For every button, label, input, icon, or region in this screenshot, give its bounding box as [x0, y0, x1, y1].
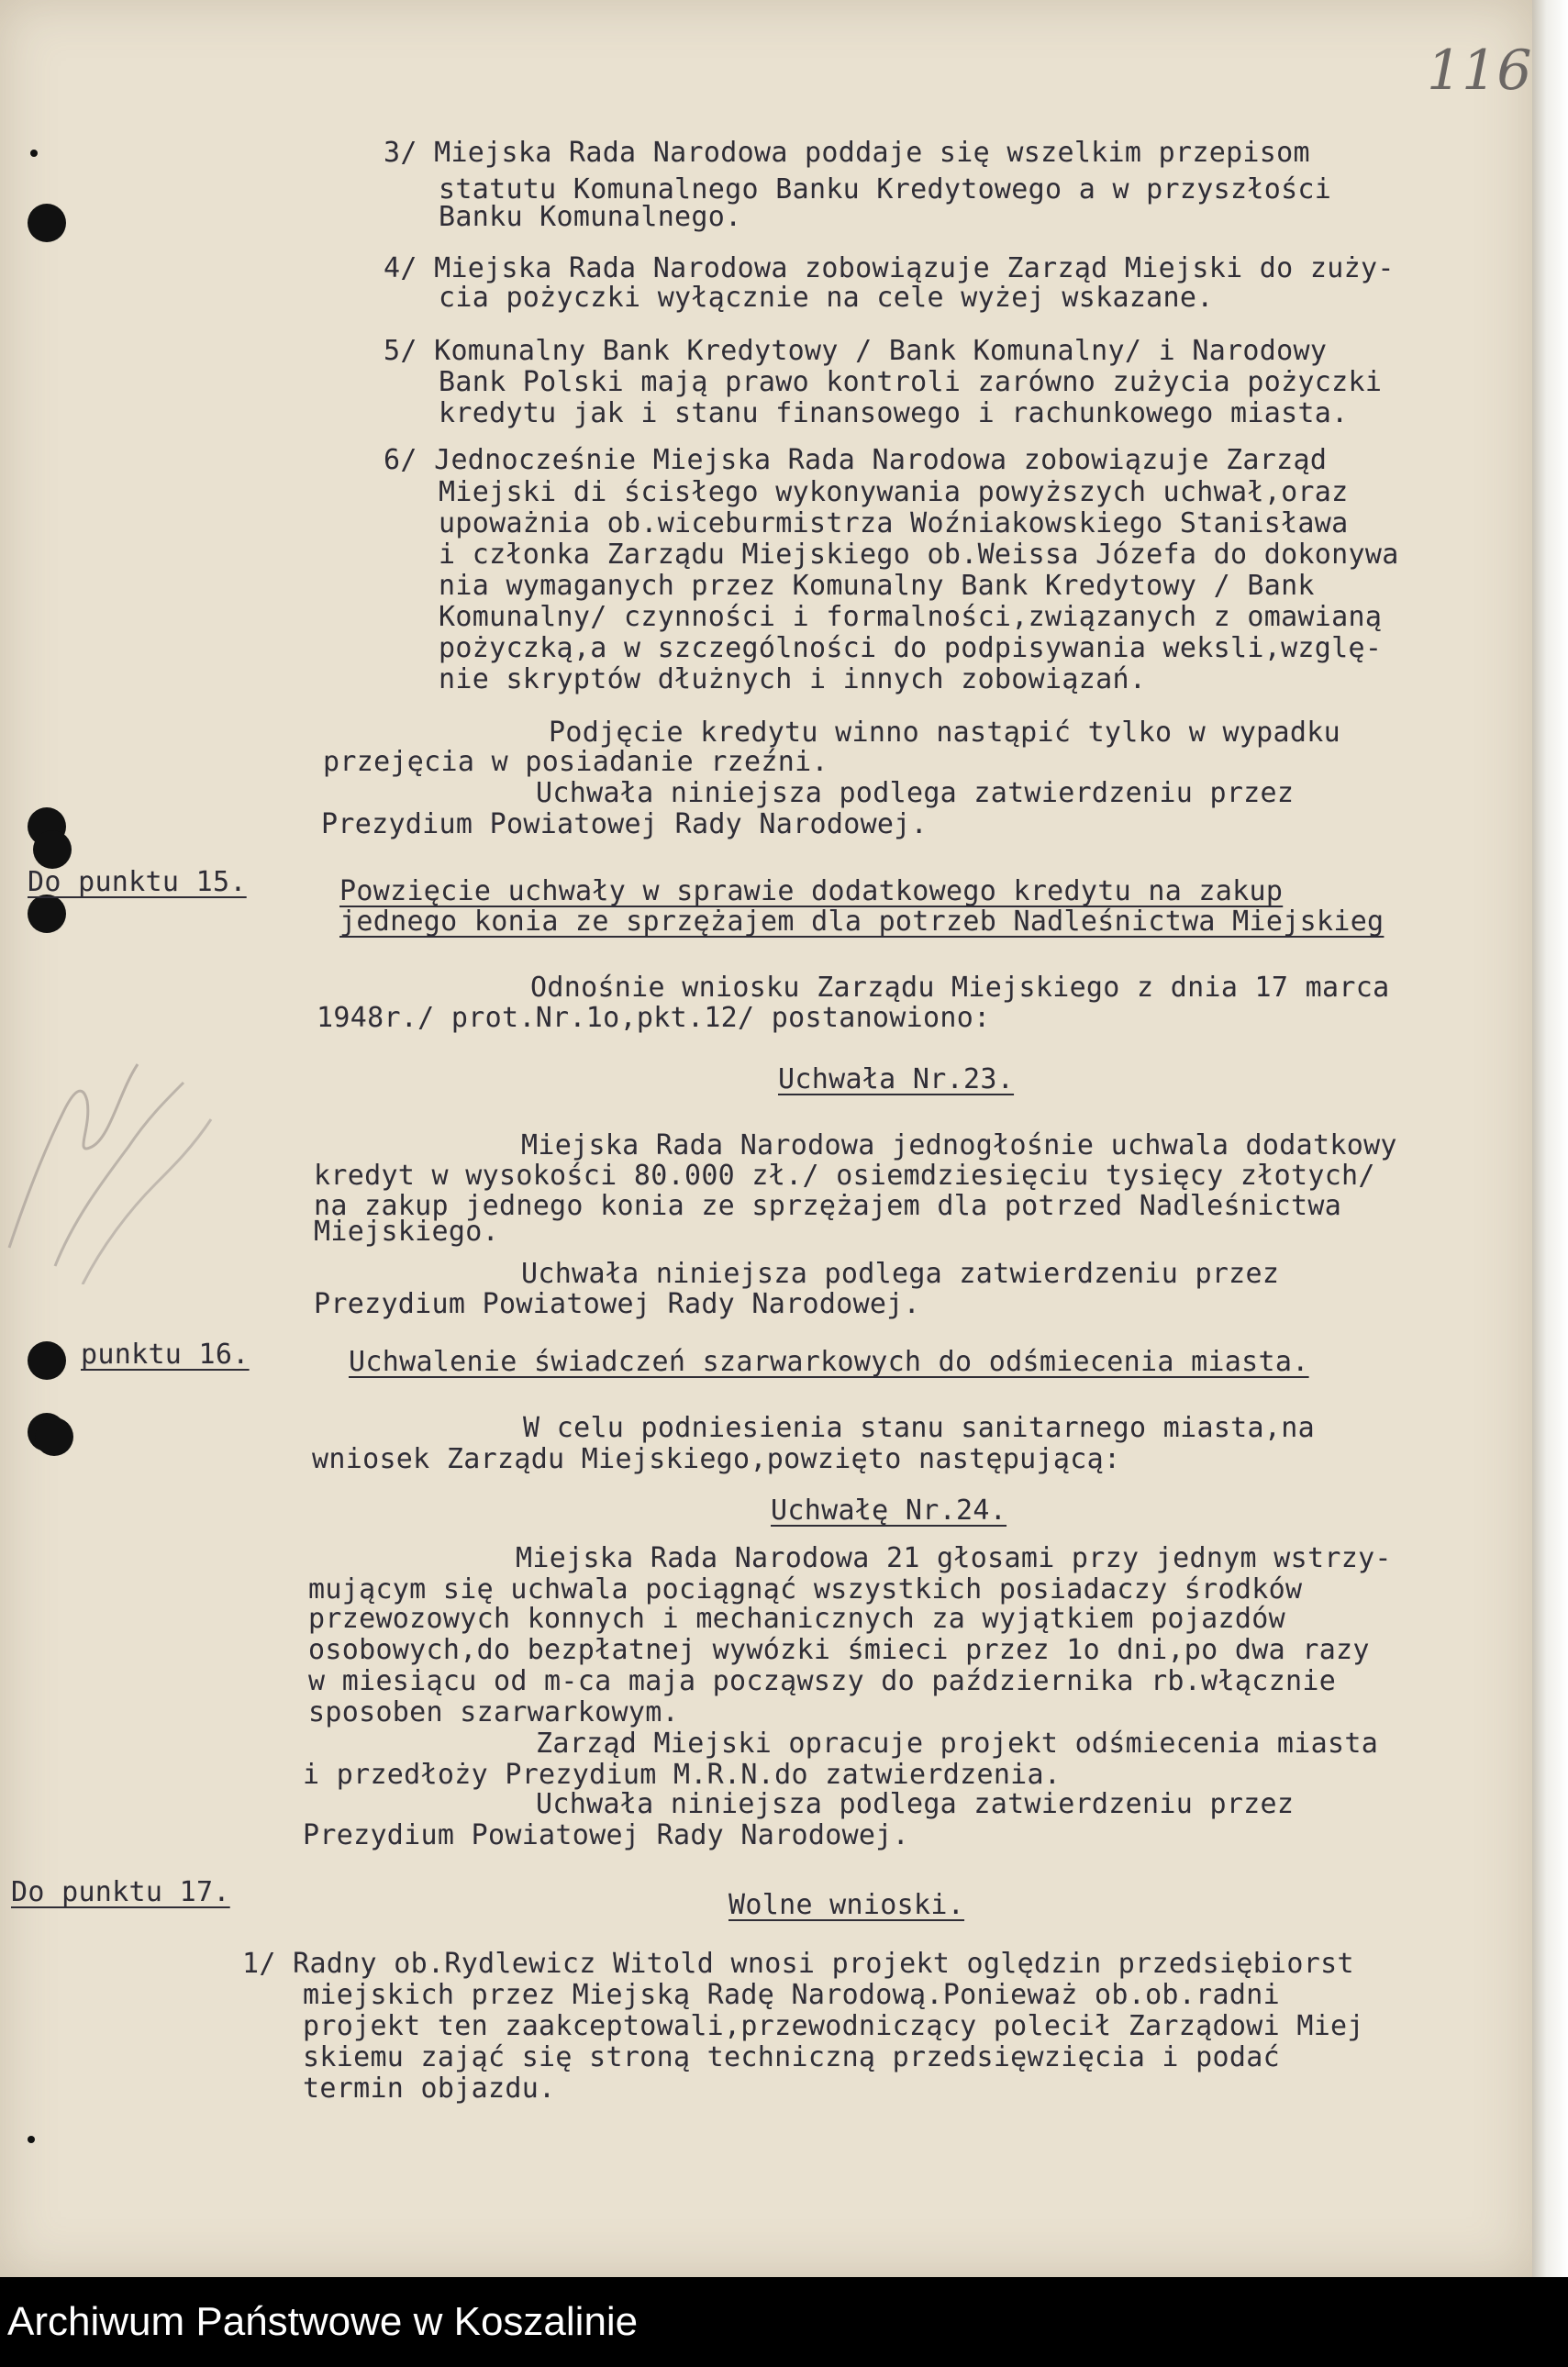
text-line: Miejska Rada Narodowa 21 głosami przy jednym wstrzy-	[516, 1542, 1392, 1574]
text-line: Uchwała niniejsza podlega zatwierdzeniu przez	[521, 1258, 1280, 1290]
text-line: na zakup jednego konia ze sprzężajem dla potrzed Nadleśnictwa	[314, 1190, 1342, 1222]
footer-bar	[0, 2277, 1568, 2367]
text-line: 4/ Miejska Rada Narodowa zobowiązuje Zarząd Miejski do zuży-	[384, 252, 1395, 284]
text-line: Podjęcie kredytu winno nastąpić tylko w wypadku	[549, 717, 1340, 749]
section-label-16: punktu 16.	[81, 1339, 250, 1371]
resolution-title-24: Uchwałę Nr.24.	[771, 1495, 1007, 1527]
punch-hole	[28, 1341, 66, 1380]
text-line: przejęcia w posiadanie rzeźni.	[323, 746, 828, 778]
text-line: wniosek Zarządu Miejskiego,powzięto następującą:	[312, 1443, 1121, 1475]
text-line: Uchwała niniejsza podlega zatwierdzeniu przez	[536, 777, 1295, 809]
text-line: Uchwała niniejsza podlega zatwierdzeniu przez	[536, 1788, 1295, 1820]
text-line: przewozowych konnych i mechanicznych za wyjątkiem pojazdów	[308, 1603, 1285, 1635]
text-line: i przedłoży Prezydium M.R.N.do zatwierdzenia.	[303, 1759, 1062, 1791]
text-line: nia wymaganych przez Komunalny Bank Kredytowy / Bank	[439, 570, 1315, 602]
section-heading-17: Wolne wnioski.	[728, 1889, 965, 1921]
punch-hole	[35, 1417, 73, 1456]
margin-dot	[28, 2136, 35, 2143]
text-line: i członka Zarządu Miejskiego ob.Weissa Józefa do dokonywa	[439, 539, 1399, 571]
resolution-title-23: Uchwała Nr.23.	[778, 1063, 1015, 1095]
text-line: miejskich przez Miejską Radę Narodową.Ponieważ ob.ob.radni	[303, 1979, 1280, 2011]
text-line: Bank Polski mają prawo kontroli zarówno zużycia pożyczki	[439, 366, 1383, 398]
text-line: Prezydium Powiatowej Rady Narodowej.	[314, 1288, 921, 1320]
archive-name: Archiwum Państwowe w Koszalinie	[7, 2299, 639, 2344]
text-line: termin objazdu.	[303, 2073, 556, 2105]
section-heading-15-cont: jednego konia ze sprzężajem dla potrzeb Nadleśnictwa Miejskieg	[339, 906, 1385, 938]
text-line: 1948r./ prot.Nr.1o,pkt.12/ postanowiono:	[317, 1002, 991, 1034]
text-line: Zarząd Miejski opracuje projekt odśmiecenia miasta	[536, 1728, 1379, 1760]
text-line: Banku Komunalnego.	[439, 201, 742, 233]
punch-hole	[28, 895, 66, 933]
text-line: statutu Komunalnego Banku Kredytowego a w przyszłości	[439, 173, 1332, 206]
pencil-annotation	[0, 1009, 275, 1284]
section-label-15: Do punktu 15.	[28, 866, 247, 898]
text-line: projekt ten zaakceptowali,przewodniczący polecił Zarządowi Miej	[303, 2010, 1364, 2042]
text-line: Prezydium Powiatowej Rady Narodowej.	[303, 1819, 910, 1851]
text-line: kredyt w wysokości 80.000 zł./ osiemdziesięciu tysięcy złotych/	[314, 1160, 1375, 1192]
text-line: mującym się uchwala pociągnąć wszystkich posiadaczy środków	[308, 1573, 1303, 1606]
text-line: 1/ Radny ob.Rydlewicz Witold wnosi projekt oględzin przedsiębiorst	[242, 1948, 1354, 1980]
text-line: W celu podniesienia stanu sanitarnego miasta,na	[523, 1412, 1315, 1444]
paper-edge	[1532, 0, 1568, 2277]
punch-hole	[28, 204, 66, 242]
text-line: upoważnia ob.wiceburmistrza Woźniakowskiego Stanisława	[439, 507, 1349, 539]
text-line: skiemu zająć się stroną techniczną przedsięwzięcia i podać	[303, 2041, 1280, 2073]
text-line: 5/ Komunalny Bank Kredytowy / Bank Komunalny/ i Narodowy	[384, 335, 1328, 367]
text-line: Odnośnie wniosku Zarządu Miejskiego z dnia 17 marca	[530, 972, 1390, 1004]
text-line: nie skryptów dłużnych i innych zobowiązań.	[439, 663, 1147, 695]
text-line: pożyczką,a w szczególności do podpisywania weksli,wzglę-	[439, 632, 1383, 664]
text-line: Komunalny/ czynności i formalności,związanych z omawianą	[439, 601, 1383, 633]
text-line: 3/ Miejska Rada Narodowa poddaje się wszelkim przepisom	[384, 137, 1310, 169]
text-line: kredytu jak i stanu finansowego i rachunkowego miasta.	[439, 397, 1349, 429]
text-line: Miejska Rada Narodowa jednogłośnie uchwala dodatkowy	[521, 1129, 1397, 1161]
text-line: w miesiącu od m-ca maja począwszy do października rb.włącznie	[308, 1665, 1337, 1697]
text-line: cia pożyczki wyłącznie na cele wyżej wskazane.	[439, 282, 1214, 314]
section-heading-15: Powzięcie uchwały w sprawie dodatkowego kredytu na zakup	[339, 875, 1284, 907]
margin-dot	[30, 150, 38, 157]
text-line: 6/ Jednocześnie Miejska Rada Narodowa zobowiązuje Zarząd	[384, 444, 1328, 476]
text-line: osobowych,do bezpłatnej wywózki śmieci przez 1o dni,po dwa razy	[308, 1634, 1370, 1666]
text-line: Miejski di ścisłego wykonywania powyższych uchwał,oraz	[439, 476, 1349, 508]
punch-hole	[33, 830, 72, 869]
section-heading-16: Uchwalenie świadczeń szarwarkowych do odśmiecenia miasta.	[349, 1346, 1309, 1378]
text-line: Miejskiego.	[314, 1216, 499, 1248]
text-line: Prezydium Powiatowej Rady Narodowej.	[321, 808, 929, 840]
page-number: 116	[1427, 39, 1532, 103]
section-label-17: Do punktu 17.	[11, 1876, 230, 1908]
text-line: sposoben szarwarkowym.	[308, 1696, 679, 1728]
